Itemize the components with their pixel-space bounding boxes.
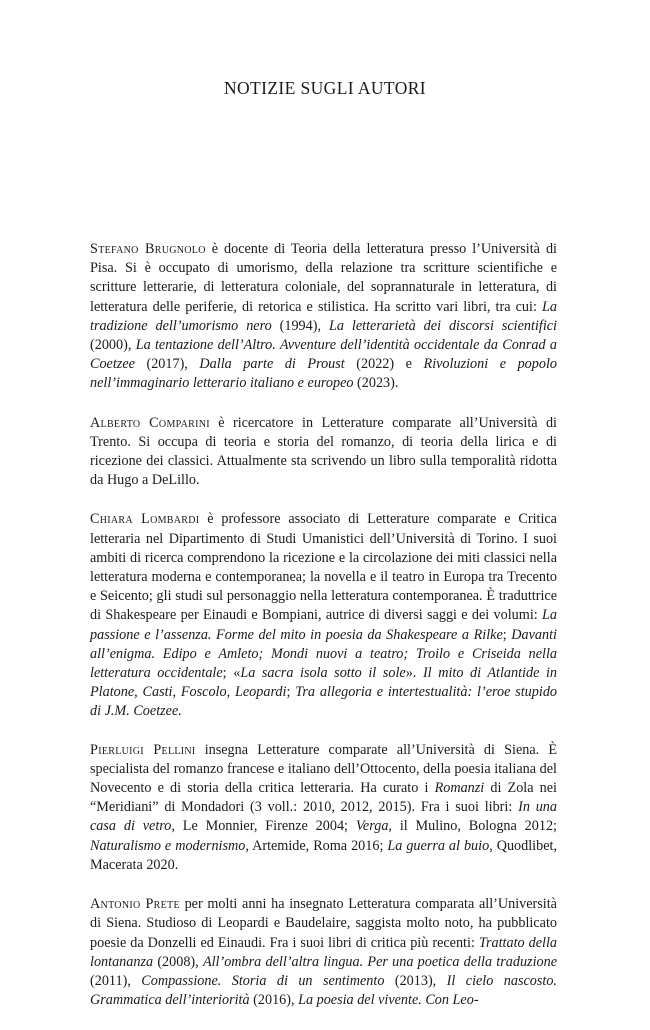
author-bio [90,895,557,1010]
author-bio [90,741,557,875]
bio-text: , Artemide, Roma 2016; [245,837,388,854]
author-name: Pierluigi Pellini [90,741,196,758]
bio-text: , Le Monnier, Firenze 2004; [171,818,356,835]
book-title: All’ombra dell’altra lingua. Per una poetica della traduzione [202,953,557,970]
book-title: Verga [355,818,389,835]
book-title: Trattato della lontananza [90,934,557,970]
author-bio [90,510,557,721]
bio-text: (2022) e [344,356,424,373]
book-title: La letterarietà dei discorsi scientifici [328,317,558,334]
author-name: Chiara Lombardi [90,511,200,528]
author-bio [90,414,557,491]
bio-text: è docente di Teoria della letteratura presso l’Università di Pisa. Si è occupato di umorismo, della relazione tra scritture scientifiche e scritture letterarie, di letteratura coloniale, del soprannaturale in letteratura, di letteratura delle periferie, di retorica e stilistica. Ha scritto vari libri, tra cui: [90,241,557,315]
bio-text: ; [502,626,512,643]
book-title: Compassione. Storia di un sentimento [141,972,385,989]
book-title: Il mito di Atlantide in Platone, Casti, Foscolo, Leopardi [90,665,558,701]
bio-text: ». [405,665,423,682]
book-title: Romanzi [434,780,485,797]
book-title: La sacra isola sotto il sole [240,665,406,682]
author-bio [90,240,557,394]
author-name: Alberto Comparini [90,414,210,431]
bio-text: è professore associato di Letterature comparate e Critica letteraria nel Dipartimento di Studi Umanistici dell’Università di Torino. I suoi ambiti di ricerca comprendono la ricezione e la circolazione dei miti classici nella letteratura moderna e contemporanea; la novella e il teatro in Europa tra Trecento e Seicento; gli studi sul personaggio nella letteratura contemporanea. È traduttrice di Shakespeare per Einaudi e Bompiani, autrice di diversi saggi e dei volumi: [90,511,557,624]
bio-text: (2011), [90,972,142,989]
book-title: Il cielo nascosto. Grammatica dell’interiorità [90,972,557,1009]
page-title: NOTIZIE SUGLI AUTORI [223,78,427,98]
bio-text: , Quodlibet, Macerata 2020. [90,837,558,873]
bio-text: (2016), [249,992,299,1009]
bio-text: (2023). [353,375,399,392]
author-name: Stefano Brugnolo [90,241,206,257]
bio-text: insegna Letterature comparate all’Università di Siena. È specialista del romanzo francese e italiano dell’Ottocento, della poesia italiana del Novecento e di storia della critica letteraria. Ha curato i [90,741,557,797]
bio-text: ; [286,684,296,701]
bio-text: di Zola nei “Meridiani” di Mondadori (3 voll.: 2010, 2012, 2015). Fra i suoi libri: [90,780,557,816]
bio-text: (2000), [90,337,136,354]
bio-text: (2008), [153,953,203,970]
bio-text: , il Mulino, Bologna 2012; [388,818,557,835]
book-title: Dalla parte di Proust [199,356,345,373]
book-title: Naturalismo e modernismo [90,837,246,854]
book-title: La passione e l’assenza. Forme del mito in poesia da Shakespeare a Rilke [90,607,557,643]
author-name: Antonio Prete [90,896,180,913]
bio-text: ; « [222,665,241,682]
book-title: La tentazione dell’Altro. Avventure dell’identità occidentale da Conrad a Coetzee [90,337,557,373]
book-title: La tradizione dell’umorismo nero [90,298,557,334]
book-title: In una casa di vetro [90,799,557,835]
book-title: Tra allegoria e intertestualità: l’eroe stupido di J.M. Coetzee. [90,684,558,720]
bio-text: (1994), [271,317,329,334]
bio-text: per molti anni ha insegnato Letteratura comparata all’Università di Siena. Studioso di Leopardi e Baudelaire, saggista molto noto, ha pubblicato poesie da Donzelli ed Einaudi. Fra i suoi libri di critica più recenti: [90,896,557,951]
book-title: Rivoluzioni e popolo nell’immaginario letterario italiano e europeo [90,356,557,392]
book-title: La poesia del vivente. Con Leo- [298,992,479,1009]
author-bios [90,240,557,1030]
bio-text: (2017), [134,356,200,373]
bio-text: (2013), [384,972,447,989]
book-title: La guerra al buio [387,837,490,854]
bio-text: è ricercatore in Letterature comparate all’Università di Trento. Si occupa di teoria e storia del romanzo, di teoria della lirica e di ricezione dei classici. Attualmente sta scrivendo un libro sulla temporalità ridotta da Hugo a DeLillo. [90,414,557,489]
book-title: Davanti all’enigma. Edipo e Amleto; Mondi nuovi a teatro; Troilo e Criseida nella letteratura occidentale [90,626,557,682]
